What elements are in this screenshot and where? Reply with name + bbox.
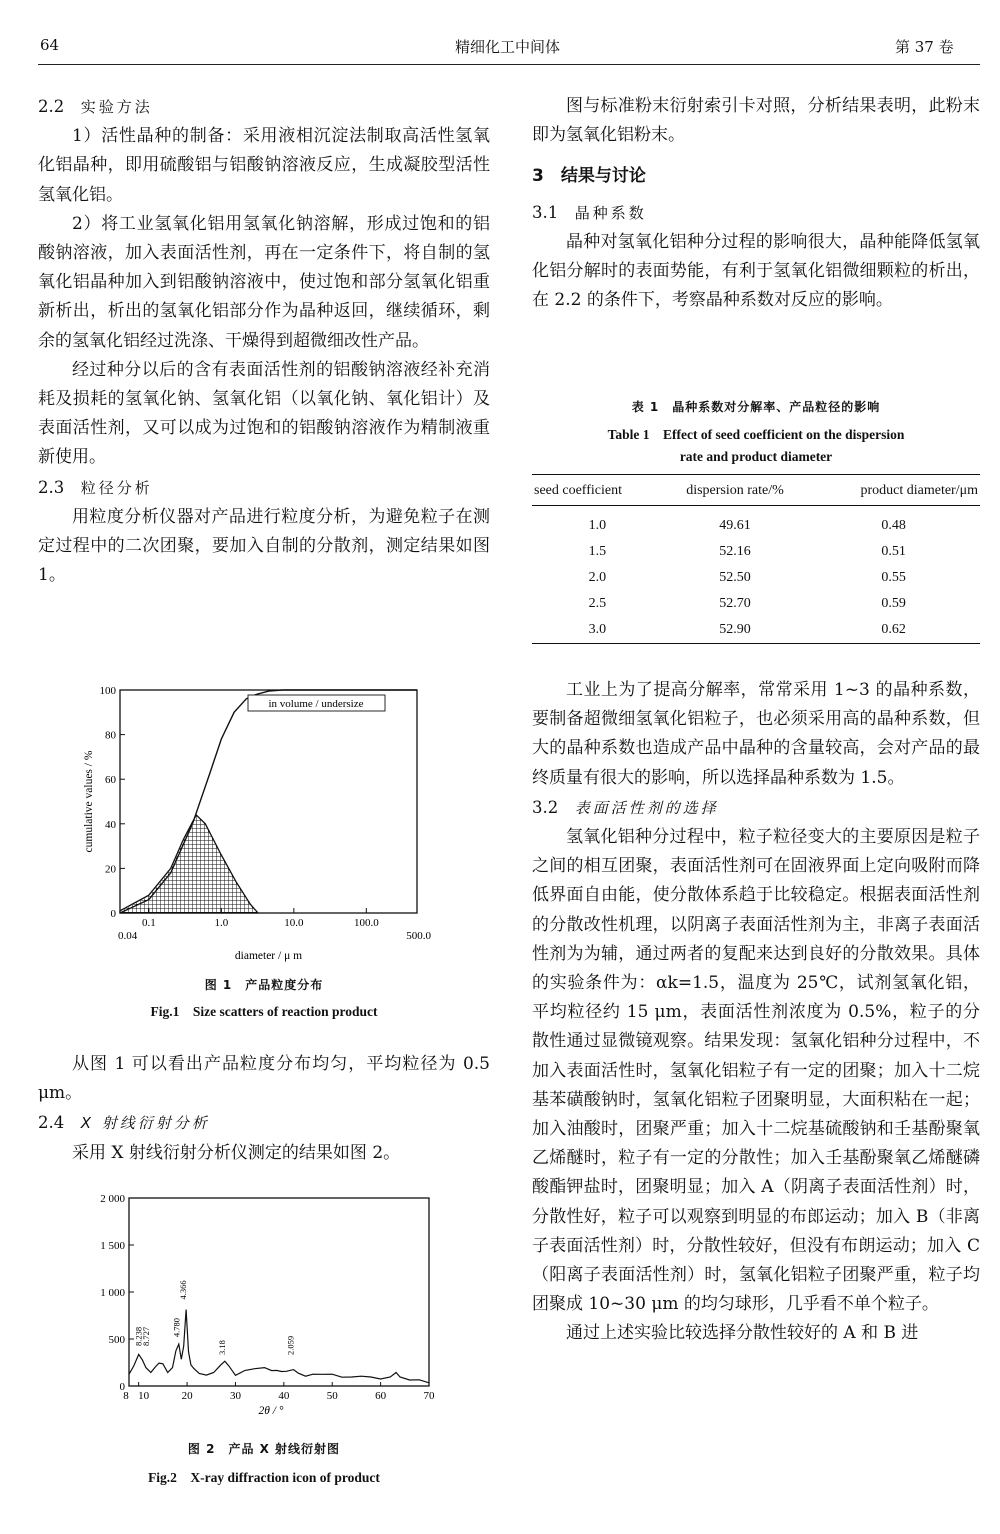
table-row xyxy=(532,506,980,540)
figure-1-plot xyxy=(83,685,432,962)
table-1-title-en-2: rate and product diameter xyxy=(679,449,833,464)
section-2-2-heading: 2.2 实验方法 xyxy=(38,97,153,116)
table-1-title-zh: 表 1 晶种系数对分解率、产品粒径的影响 xyxy=(631,400,881,414)
table-header-row xyxy=(532,475,980,506)
journal-title: 精细化工中间体 xyxy=(455,38,561,56)
x-tick-label: 8 xyxy=(123,1390,129,1402)
x-tick-label: 100.0 xyxy=(353,917,379,929)
section-2-3-heading: 2.3 粒径分析 xyxy=(38,477,153,497)
table-row xyxy=(532,617,980,644)
volume-label: 第 37 卷 xyxy=(895,38,954,56)
x-tick-label: 0.04 xyxy=(118,930,138,942)
y-tick-label: 60 xyxy=(105,774,116,787)
figure-2-caption-zh: 图 2 产品 X 射线衍射图 xyxy=(187,1442,341,1456)
x-axis-label: diameter / μ m xyxy=(234,950,303,962)
table-cell: 52.70 xyxy=(719,596,751,611)
table-header: seed coefficient xyxy=(532,475,663,506)
paragraph: 图与标准粉末衍射索引卡对照，分析结果表明，此粉末即为氢氧化铝粉末。 xyxy=(532,96,980,146)
y-tick-label: 1 500 xyxy=(100,1240,125,1252)
table-1 xyxy=(532,474,980,644)
table-cell: 0.62 xyxy=(807,617,980,644)
table-row xyxy=(532,565,980,591)
x-tick-label: 20 xyxy=(181,1390,193,1402)
paragraph: 从图 1 可以看出产品粒度分布均匀，平均粒径为 0.5 μm。 xyxy=(38,1054,490,1104)
x-tick-label: 70 xyxy=(423,1390,435,1402)
figure-1-chart xyxy=(80,680,440,965)
table-cell: 52.90 xyxy=(663,617,807,644)
table-cell: 1.0 xyxy=(588,518,607,533)
legend-label: in volume / undersize xyxy=(268,698,364,710)
x-tick-label: 500.0 xyxy=(406,930,431,942)
y-axis-label: cumulative values / % xyxy=(83,750,95,853)
page-number: 64 xyxy=(40,36,60,54)
section-3-heading: 3 结果与讨论 xyxy=(532,166,646,187)
table-row xyxy=(532,539,980,565)
header-rule xyxy=(38,64,980,65)
x-tick-label: 0.1 xyxy=(141,917,156,929)
figure-2-caption-en: Fig.2 X-ray diffraction icon of product xyxy=(148,1470,380,1485)
table-cell: 0.51 xyxy=(881,544,906,559)
x-tick-label: 1.0 xyxy=(214,917,229,929)
peak-label: 8.238 xyxy=(133,1326,144,1347)
figure-1-caption-zh: 图 1 产品粒度分布 xyxy=(204,978,324,992)
table-cell: 2.0 xyxy=(588,570,607,585)
table-header: product diameter/μm xyxy=(807,475,980,506)
table-cell: 0.48 xyxy=(881,518,906,533)
left-column-bottom xyxy=(38,1050,490,1168)
figure-2-chart xyxy=(85,1186,455,1436)
peak-label: 3.18 xyxy=(216,1340,227,1355)
paragraph: 通过上述实验比较选择分散性较好的 A 和 B 进 xyxy=(566,1323,919,1344)
table-cell: 1.5 xyxy=(588,544,607,559)
y-tick-label: 2 000 xyxy=(100,1193,125,1205)
table-cell: 0.59 xyxy=(881,596,906,611)
table-header: dispersion rate/% xyxy=(663,475,807,506)
table-cell: 52.50 xyxy=(719,570,751,585)
figure-1-caption-en: Fig.1 Size scatters of reaction product xyxy=(150,1004,378,1019)
x-tick-label: 10 xyxy=(138,1390,150,1402)
y-tick-label: 20 xyxy=(105,863,116,876)
right-column-bottom xyxy=(532,676,980,1349)
cumulative-line xyxy=(120,690,417,913)
y-tick-label: 40 xyxy=(105,818,116,831)
x-tick-label: 30 xyxy=(229,1390,241,1402)
left-column-top xyxy=(38,92,490,590)
x-tick-label: 50 xyxy=(326,1390,338,1402)
paragraph: 用粒度分析仪器对产品进行粒度分析，为避免粒子在测定过程中的二次团聚，要加入自制的分散剂，测定结果如图 1。 xyxy=(38,506,490,586)
paragraph: 工业上为了提高分解率，常常采用 1~3 的晶种系数，要制备超微细氢氧化铝粒子，也必须采用高的晶种系数，但大的晶种系数也造成产品中晶种的含量较高，会对产品的最终质量有很大的影响，所以选择晶种系数为 1.5。 xyxy=(532,680,980,788)
section-3-1-heading: 3.1 晶种系数 xyxy=(532,202,647,222)
y-tick-label: 500 xyxy=(108,1334,125,1346)
table-cell: 52.16 xyxy=(719,544,751,559)
peak-label: 4.780 xyxy=(171,1317,182,1338)
x-tick-label: 60 xyxy=(375,1390,387,1402)
paragraph: 采用 X 射线衍射分析仪测定的结果如图 2。 xyxy=(72,1142,401,1163)
y-tick-label: 100 xyxy=(99,685,116,697)
paragraph: 经过种分以后的含有表面活性剂的铝酸钠溶液经补充消耗及损耗的氢氧化钠、氢氧化铝（以氧化钠、氧化铝计）及表面活性剂，又可以成为过饱和的铝酸钠溶液作为精制液重新使用。 xyxy=(38,359,490,468)
peak-label: 4.366 xyxy=(178,1280,189,1300)
table-row xyxy=(532,591,980,617)
paragraph: 1）活性晶种的制备：采用液相沉淀法制取高活性氢氧化铝晶种，即用硫酸铝与铝酸钠溶液反应，生成凝胶型活性氢氧化铝。 xyxy=(38,126,490,205)
figure-2-plot xyxy=(100,1193,435,1417)
right-column-top xyxy=(532,92,980,315)
table-cell: 49.61 xyxy=(719,518,751,533)
section-2-4-heading: 2.4 X 射线衍射分析 xyxy=(38,1113,210,1133)
peak-label: 2.059 xyxy=(285,1335,296,1355)
y-tick-label: 80 xyxy=(105,729,116,742)
peak-label: 8.727 xyxy=(140,1326,151,1347)
y-tick-label: 0 xyxy=(119,1381,125,1393)
y-tick-label: 1 000 xyxy=(100,1287,125,1299)
paragraph: 晶种对氢氧化铝种分过程的影响很大，晶种能降低氢氧化铝分解时的表面势能，有利于氢氧化铝微细颗粒的析出，在 2.2 的条件下，考察晶种系数对反应的影响。 xyxy=(532,231,980,311)
paragraph: 2）将工业氢氧化铝用氢氧化钠溶解，形成过饱和的铝酸钠溶液，加入表面活性剂，再在一定条件下，将自制的氢氧化铝晶种加入到铝酸钠溶液中，使过饱和部分氢氧化铝重新析出，析出的氢氧化铝部分作为晶种返回，继续循环，剩余的氢氧化铝经过洗涤、干燥得到超微细改性产品。 xyxy=(38,213,490,351)
section-3-2-heading: 3.2 表面活性剂的选择 xyxy=(532,797,719,817)
table-cell: 0.55 xyxy=(881,570,906,585)
paragraph: 氢氧化铝种分过程中，粒子粒径变大的主要原因是粒子之间的相互团聚，表面活性剂可在固液界面上定向吸附而降低界面自由能，使分散体系趋于比较稳定。根据表面活性剂的分散改性机理，以阴离子表面活性剂为主，非离子表面活性剂为为辅，通过两者的复配来达到良好的分散效果。具体的实验条件为：αk=1.5，温度为 25℃，试剂氢氧化铝，平均粒径约 15 μm，表面活性剂浓度为 0.5%，粒子的分散性通过显微镜观察。结果发现：氢氧化铝种分过程中，不加入表面活性时，氢氧化铝粒子有一定的团聚；加入十二烷基苯磺酸钠时，氢氧化铝粒子团聚明显，大面积粘在一起；加入油酸时，团聚严重；加入十二烷基硫酸钠和壬基酚聚氧乙烯醚时，粒子有一定的分散性；加入壬基酚聚氧乙烯醚磷酸酯钾盐时，团聚明显；加入 A（阴离子表面活性剂）时，分散性好，粒子可以观察到明显的布郎运动；加入 B（非离子表面活性剂）时，分散性较好，但没有布朗运动；加入 C（阳离子表面活性剂）时，氢氧化铝粒子团聚严重，粒子均团聚成 10~30 μm 的均匀球形，几乎看不单个粒子。 xyxy=(532,827,980,1315)
y-tick-label: 0 xyxy=(110,908,116,920)
table-cell: 3.0 xyxy=(532,617,663,644)
x-tick-label: 10.0 xyxy=(284,917,304,929)
x-tick-label: 40 xyxy=(278,1390,290,1402)
distribution-area xyxy=(120,815,258,913)
table-cell: 2.5 xyxy=(588,596,607,611)
table-1-title-en: Table 1 Effect of seed coefficient on the dispersion xyxy=(607,427,905,442)
x-axis-label: 2θ / ° xyxy=(258,1405,284,1417)
